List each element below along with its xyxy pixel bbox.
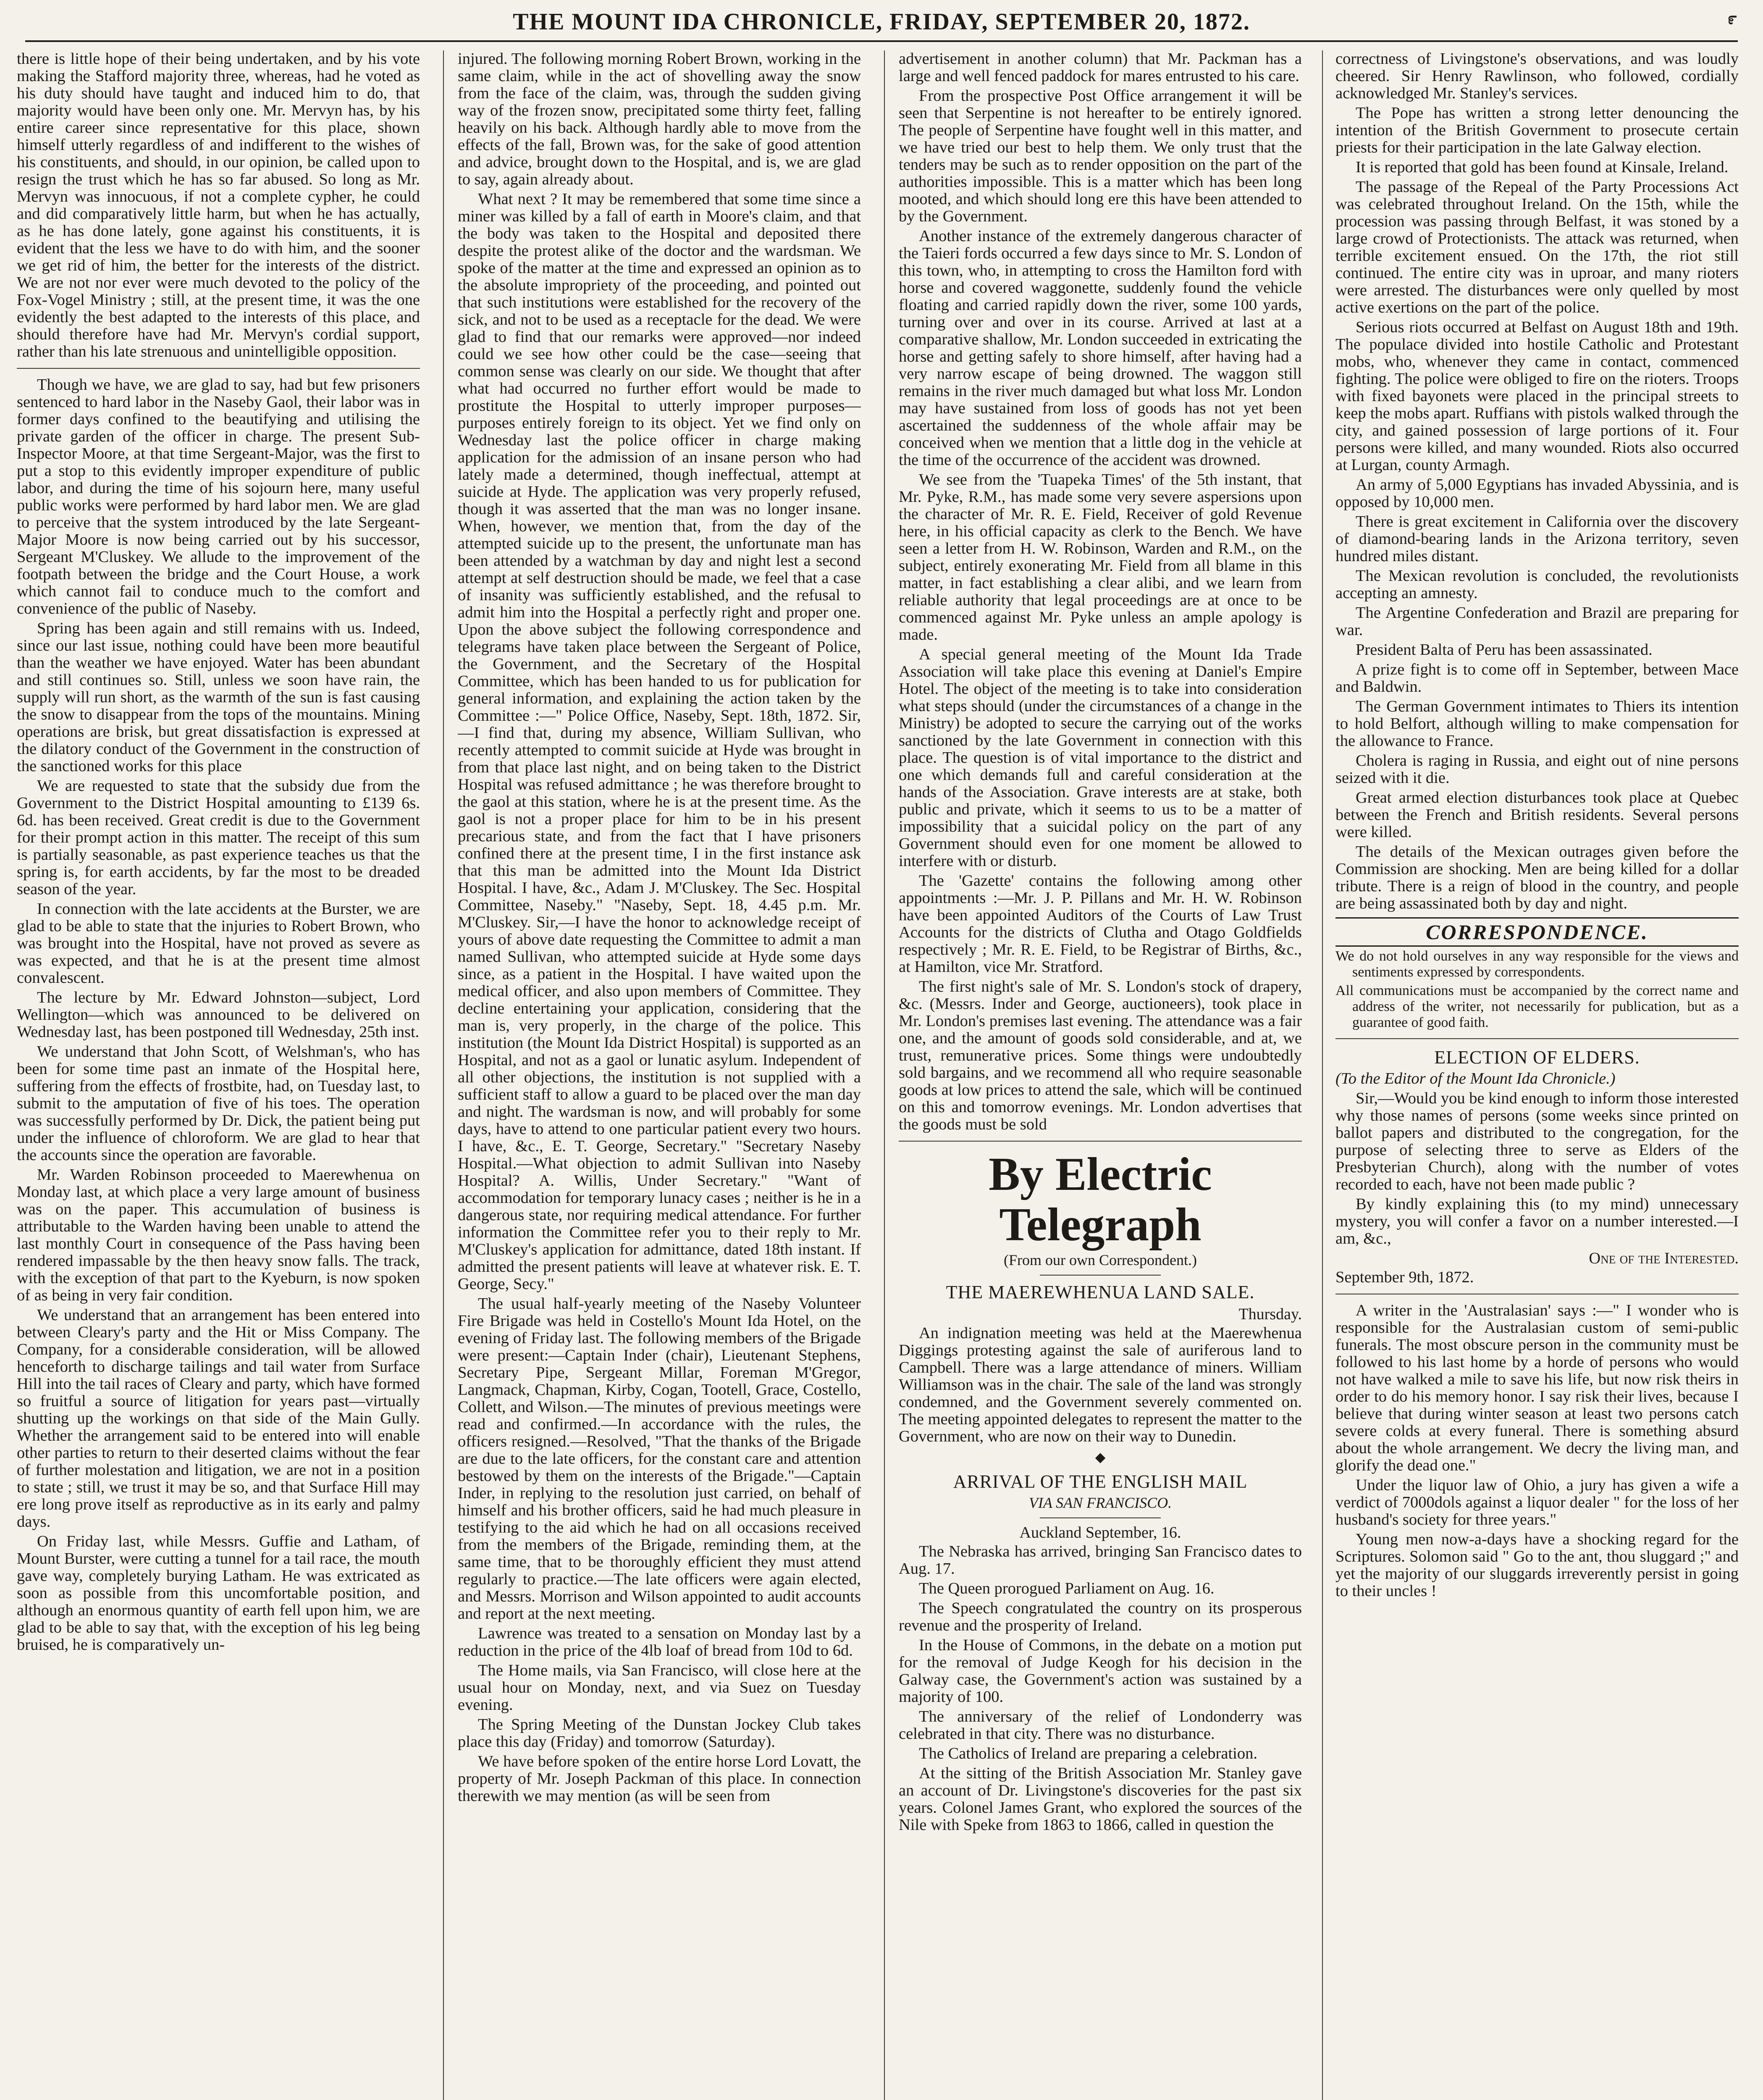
article-paragraph: Young men now-a-days have a shocking regard for the Scriptures. Solomon said " Go to the ant, thou sluggard ;" and yet the majority of our sluggards irreverently persist in going to their uncles ! <box>1335 1530 1739 1600</box>
article-paragraph: Under the liquor law of Ohio, a jury has given a wife a verdict of 7000dols against a liquor dealer " for the loss of her husband's society for three years." <box>1335 1476 1739 1528</box>
article-paragraph: The 'Gazette' contains the following among other appointments :—Mr. J. P. Pillans and Mr. H. W. Robinson have been appointed Auditors of the Courts of Law Trust Accounts for the districts of Clutha and Otago Goldfields respectively ; Mr. R. E. Field, to be Registrar of Births, &c., at Hamilton, vice Mr. Stratford. <box>899 872 1302 976</box>
article-paragraph: Mr. Warden Robinson proceeded to Maerewhenua on Monday last, at which place a very large amount of business was on the paper. This accumulation of business is attributable to the Warden having been unable to attend the last monthly Court in consequence of the Pass having been rendered impassable by the then heavy snow falls. The track, with the exception of that part to the Kyeburn, is now spoken of as being in very fair condition. <box>17 1166 420 1304</box>
column-divider <box>884 50 885 2100</box>
editorial-notice: We do not hold ourselves in any way responsible for the views and sentiments expressed by correspondents. <box>1335 948 1739 980</box>
letter-addressee: (To the Editor of the Mount Ida Chronicle.) <box>1335 1070 1616 1087</box>
article-paragraph: The usual half-yearly meeting of the Naseby Volunteer Fire Brigade was held in Costello's Mount Ida Hotel, on the evening of Friday last. The following members of the Brigade were present:—Captain Inder (chair), Lieutenant Stephens, Secretary Pipe, Sergeant Millar, Foreman M'Gregor, Langmack, Chapman, Kirby, Cogan, Tootell, Grace, Costello, Collett, and Wilson.—The minutes of previous meetings were read and confirmed.—In accordance with the rules, the officers resigned.—Resolved, "That the thanks of the Brigade are due to the late officers, for the constant care and attention bestowed by them on the interests of the Brigade."—Captain Inder, in replying to the resolution just carried, on behalf of himself and his brother officers, said he had much pleasure in testifying to the aid which he had on all occasions received from the members of the Brigade, reminding them, at the same time, that to be thoroughly efficient they must attend regularly to practice.—The late officers were again elected, and Messrs. Morrison and Wilson appointed to audit accounts and report at the next meeting. <box>458 1295 861 1622</box>
article-paragraph: The Catholics of Ireland are preparing a celebration. <box>919 1745 1257 1762</box>
mail-subheadline: VIA SAN FRANCISCO. <box>1028 1494 1172 1511</box>
article-paragraph: We have before spoken of the entire horse Lord Lovatt, the property of Mr. Joseph Packman of this place. In connection therewith we may mention (as will be seen from <box>458 1753 861 1805</box>
article-paragraph: injured. The following morning Robert Brown, working in the same claim, while in the act of shovelling away the snow from the face of the claim, was, through the sudden giving way of the frozen snow, precipitated some thirty feet, falling heavily on his back. Although hardly able to move from the effects of the fall, Brown was, for the sake of good attention and advice, brought down to the Hospital, and is, we are glad to say, again already about. <box>458 50 861 188</box>
article-paragraph: The first night's sale of Mr. S. London's stock of drapery, &c. (Messrs. Inder and George, auctioneers), took place in Mr. London's premises last evening. The attendance was a fair one, and the amount of goods sold considerable, and at, we trust, remunerative prices. Some things were undoubtedly sold bargains, and we recommend all who require seasonable goods at low prices to attend the sale, which will be continued on this and tomorrow evenings. Mr. London advertises that the goods must be sold <box>899 978 1302 1133</box>
article-paragraph: The details of the Mexican outrages given before the Commission are shocking. Men are being killed for a dollar tribute. There is a reign of blood in the country, and people are being assassinated both by day and night. <box>1335 843 1739 912</box>
article-paragraph: President Balta of Peru has been assassinated. <box>1356 641 1653 659</box>
article-paragraph: The Queen prorogued Parliament on Aug. 16. <box>919 1580 1215 1597</box>
masthead-rule <box>25 40 1738 42</box>
article-paragraph: There is great excitement in California over the discovery of diamond-bearing lands in the Arizona territory, seven hundred miles distant. <box>1335 513 1739 565</box>
article-paragraph: The Nebraska has arrived, bringing San Francisco dates to Aug. 17. <box>899 1543 1302 1578</box>
article-paragraph: At the sitting of the British Association Mr. Stanley gave an account of Dr. Livingstone's discoveries for the past six years. Colonel James Grant, who explored the sources of the Nile with Speke from 1863 to 1866, called in question the <box>899 1764 1302 1834</box>
mail-headline: ARRIVAL OF THE ENGLISH MAIL <box>953 1471 1248 1492</box>
article-paragraph: What next ? It may be remembered that some time since a miner was killed by a fall of earth in Moore's claim, and that the body was taken to the Hospital and deposited there despite the protest alike of the doctor and the wardsman. We spoke of the matter at the time and expressed an opinion as to the absolute impropriety of the proceeding, and pointed out that such institutions were established for the recovery of the sick, and not to be used as a receptacle for the dead. We were glad to find that our remarks were approved—nor indeed could we see how other could be the case—seeing that common sense was clearly on our side. We thought that after what had occurred no further effort would be made to prostitute the Hospital to utterly improper purposes—purposes entirely foreign to its object. Yet we find only on Wednesday last the police officer in charge making application for the admission of an insane person who had lately made a determined, though ineffectual, attempt at suicide at Hyde. The application was very properly refused, though it was asserted that the man was no longer insane. When, however, we mention that, from the day of the attempted suicide up to the present, the unfortunate man has been attended by a watchman by day and night lest a second attempt at self destruction should be made, we feel that a case of insanity was sufficiently established, and the refusal to admit him into the Hospital a perfectly right and proper one. Upon the above subject the following correspondence and telegrams have taken place between the Sergeant of Police, the Government, and the Secretary of the Hospital Committee, which has been handed to us for publication for general information, and explaining the action taken by the Committee :—" Police Office, Naseby, Sept. 18th, 1872. Sir,—I find that, during my absence, William Sullivan, who recently attempted to commit suicide at Hyde was brought in from that place last night, and on being taken to the District Hospital was refused admittance ; he was therefore brought to the gaol at this station, where he is at the present time. As the gaol is not a proper place for him to be in his present precarious state, and from the fact that I have prisoners confined there at the present time, I in the first instance ask that this man be admitted into the Mount Ida District Hospital. I have, &c., Adam J. M'Cluskey. The Sec. Hospital Committee, Naseby." "Naseby, Sept. 18, 4.45 p.m. Mr. M'Cluskey. Sir,—I have the honor to acknowledge receipt of yours of above date requesting the Committee to admit a man named Sullivan, who attempted suicide at Hyde some days since, as a patient in the Hospital. I have waited upon the medical officer, and also upon members of Committee. They decline entertaining your application, considering that the man is, very properly, in the charge of the police. This institution (the Mount Ida District Hospital) is supported as an Hospital, and not as a gaol or lunatic asylum. Independent of all other objections, the institution is not supplied with a sufficient staff to allow a guard to be placed over the man day and night. The wardsman is now, and will probably for some days, have to attend to one particular patient every two hours. I have, &c., E. T. George, Secretary." "Secretary Naseby Hospital.—What objection to admit Sullivan into Naseby Hospital? A. Willis, Under Secretary." "Want of accommodation for temporary lunacy cases ; neither is he in a dangerous state, nor requiring medical attendance. For further information the Committee refer you to their reply to Mr. M'Cluskey's application for admittance, dated 18th instant. If admitted the present patients will leave at whatever risk. E. T. George, Secy." <box>458 190 861 1293</box>
correspondence-heading: CORRESPONDENCE. <box>1335 917 1739 947</box>
article-paragraph: Cholera is raging in Russia, and eight out of nine persons seized with it die. <box>1335 752 1739 787</box>
article-paragraph: From the prospective Post Office arrangement it will be seen that Serpentine is not hereafter to be entirely ignored. The people of Serpentine have fought well in this matter, and we have tried our best to help them. We only trust that the tenders may be such as to render opposition on the part of the authorities impossible. This is a matter which has been long mooted, and which should long ere this have been attended to by the Government. <box>899 87 1302 225</box>
column-2 <box>458 50 861 2100</box>
article-paragraph: We understand that John Scott, of Welshman's, who has been for some time past an inmate of the Hospital here, suffering from the effects of frostbite, had, on Tuesday last, to submit to the amputation of five of his toes. The operation was successfully performed by Dr. Dick, the patient being put under the influence of chloroform. We are glad to hear that the accounts since the operation are favorable. <box>17 1043 420 1164</box>
column-3 <box>899 50 1302 2100</box>
article-paragraph: Another instance of the extremely dangerous character of the Taieri fords occurred a few days since to Mr. S. London of this town, who, in attempting to cross the Hamilton ford with horse and covered waggonette, suddenly found the vehicle floating and carried rapidly down the river, some 100 yards, turning over and over in its course. Arrived at last at a comparative shallow, Mr. London succeeded in extricating the horse and getting safely to shore himself, after having had a very narrow escape of being drowned. The waggon still remains in the river much damaged but what loss Mr. London may have sustained from loss of goods has not yet been ascertained the suddenness of the whole affair may be conceived when we mention that a little dog in the vehicle at the time of the occurrence of the accident was drowned. <box>899 227 1302 469</box>
article-paragraph: In connection with the late accidents at the Burster, we are glad to be able to state that the injuries to Robert Brown, who was brought into the Hospital, have not proved as severe as was expected, and that he is at the present time almost convalescent. <box>17 900 420 987</box>
article-paragraph: An army of 5,000 Egyptians has invaded Abyssinia, and is opposed by 10,000 men. <box>1335 476 1739 511</box>
article-paragraph: A special general meeting of the Mount Ida Trade Association will take place this evening at Daniel's Empire Hotel. The object of the meeting is to take into consideration what steps should (under the circumstances of a change in the Ministry) be adopted to secure the carrying out of the works sanctioned by the late Government in connection with this place. The question is of vital importance to the district and one which demands full and careful consideration at the hands of the Association. Grave interests are at stake, both public and private, which it seems to us to be a matter of impossibility that a suicidal policy on the part of any Government should even for one moment be allowed to interfere with or disturb. <box>899 646 1302 870</box>
article-paragraph: A writer in the 'Australasian' says :—" I wonder who is responsible for the Australasian custom of semi-public funerals. The most obscure person in the community must be followed to his last home by a horde of persons who would not have walked a mile to save his life, but now risk theirs in order to do his memory honor. I say risk their lives, because I believe that during winter season at least two persons catch severe colds at every funeral. There is something absurd about the whole arrangement. We decry the living man, and glorify the dead one." <box>1335 1302 1739 1474</box>
article-paragraph: Though we have, we are glad to say, had but few prisoners sentenced to hard labor in the Naseby Gaol, their labor was in former days confined to the beautifying and utilising the private garden of the officer in charge. The present Sub-Inspector Moore, at that time Sergeant-Major, was the first to put a stop to this evidently improper expenditure of public labor, and during the time of his sojourn here, many useful public works were performed by hard labor men. We are glad to perceive that the system introduced by the late Sergeant-Major Moore is now being carried out by his successor, Sergeant M'Cluskey. We allude to the improvement of the footpath between the bridge and the Court House, a work which cannot fail to conduce much to the comfort and convenience of the public of Naseby. <box>17 376 420 617</box>
letter-headline: ELECTION OF ELDERS. <box>1434 1047 1640 1068</box>
article-paragraph: The German Government intimates to Thiers its intention to hold Belfort, although willing to make compensation for the allowance to France. <box>1335 698 1739 750</box>
article-paragraph: The Argentine Confederation and Brazil are preparing for war. <box>1335 604 1739 639</box>
article-paragraph: An indignation meeting was held at the Maerewhenua Diggings protesting against the sale of auriferous land to Campbell. There was a large attendance of miners. William Williamson was in the chair. The sale of the land was strongly condemned, and the Government severely commented on. The meeting appointed delegates to represent the matter to the Government, who are now on their way to Dunedin. <box>899 1324 1302 1445</box>
letter-signature: One of the Interested. <box>1589 1250 1739 1267</box>
article-paragraph: Spring has been again and still remains with us. Indeed, since our last issue, nothing could have been more beautiful than the weather we have enjoyed. Water has been abundant and still continues so. Still, unless we soon have rain, the supply will run short, as the warmth of the sun is fast causing the snow to disappear from the tops of the mountains. Mining operations are brisk, but great dissatisfaction is expressed at the dilatory conduct of the Government in the construction of the sanctioned works for this place <box>17 620 420 775</box>
article-paragraph: The Speech congratulated the country on its prosperous revenue and the prosperity of Ireland. <box>899 1599 1302 1634</box>
article-paragraph: A prize fight is to come off in September, between Mace and Baldwin. <box>1335 661 1739 696</box>
article-paragraph: We are requested to state that the subsidy due from the Government to the District Hospital amounting to £139 6s. 6d. has been received. Great credit is due to the Government for their prompt action in this matter. The receipt of this sum is partially seasonable, as past experience teaches us that the spring is, for earth accidents, by far the most to be dreaded season of the year. <box>17 777 420 898</box>
mail-dateline: Auckland September, 16. <box>1019 1524 1181 1541</box>
section-divider <box>1040 1517 1161 1518</box>
article-paragraph: The Home mails, via San Francisco, will close here at the usual hour on Monday, next, and via Suez on Tuesday evening. <box>458 1662 861 1714</box>
column-divider <box>1322 50 1323 2100</box>
article-paragraph: there is little hope of their being undertaken, and by his vote making the Stafford majority three, whereas, had he voted as his duty should have taught and induced him to do, that majority would have been only one. Mr. Mervyn has, by his entire career since representative for this place, shown himself utterly regardless of and indifferent to the wishes of his constituents, and should, in our opinion, be called upon to resign the trust which he has so far abused. So long as Mr. Mervyn was innocuous, if not a complete cypher, he could and did comparatively little harm, but when he has actually, as he has done lately, gone against his constituents, it is evident that the less we have to do with him, and the sooner we get rid of him, the better for the interests of the district. We are not nor ever were much devoted to the policy of the Fox-Vogel Ministry ; still, at the present time, it was the one evidently the best adapted to the interests of this place, and should therefore have had Mr. Mervyn's cordial support, rather than his late strenuous and unintelligible opposition. <box>17 50 420 360</box>
section-divider <box>1040 1275 1161 1276</box>
article-paragraph: Lawrence was treated to a sensation on Monday last by a reduction in the price of the 4lb loaf of bread from 10d to 6d. <box>458 1625 861 1659</box>
article-paragraph: We understand that an arrangement has been entered into between Cleary's party and the Hit or Miss Company. The Company, for a considerable consideration, will be allowed henceforth to discharge tailings and tail water from Surface Hill into the tail races of Cleary and party, which have formed so fruitful a source of litigation for years past—virtually shutting up the workings on that side of the Main Gully. Whether the arrangement said to be entered into will enable other parties to return to their deserted claims without the fear of further molestation and litigation, we are not in a position to state ; still, we trust it may be so, and that Surface Hill may ere long prove itself as reproductive as in its early and palmy days. <box>17 1306 420 1530</box>
column-4 <box>1335 50 1739 2100</box>
article-paragraph: The Mexican revolution is concluded, the revolutionists accepting an amnesty. <box>1335 567 1739 602</box>
article-paragraph: correctness of Livingstone's observations, and was loudly cheered. Sir Henry Rawlinson, who followed, cordially acknowledged Mr. Stanley's services. <box>1335 50 1739 102</box>
letter-date: September 9th, 1872. <box>1335 1268 1474 1286</box>
masthead <box>25 8 1738 38</box>
article-paragraph: On Friday last, while Messrs. Guffie and Latham, of Mount Burster, were cutting a tunnel for a tail race, the mouth gave way, completely burying Latham. He was extricated as soon as possible from this uncomfortable position, and although an enormous quantity of earth fell upon him, we are glad to be able to say that, with the exception of his leg being bruised, he is comparatively un- <box>17 1533 420 1654</box>
article-paragraph: The Spring Meeting of the Dunstan Jockey Club takes place this day (Friday) and tomorrow (Saturday). <box>458 1716 861 1751</box>
section-divider <box>1335 1038 1739 1039</box>
article-paragraph: We see from the 'Tuapeka Times' of the 5th instant, that Mr. Pyke, R.M., has made some very severe aspersions upon the character of Mr. R. E. Field, Receiver of gold Revenue here, in his official capacity as clerk to the Bench. We have seen a letter from H. W. Robinson, Warden and R.M., on the subject, entirely exonerating Mr. Field from all blame in this matter, in fact establishing a clear alibi, and we learn from reliable authority that legal proceedings are at once to be commenced against Mr. Pyke unless an ample apology is made. <box>899 471 1302 643</box>
article-paragraph: In the House of Commons, in the debate on a motion put for the removal of Judge Keogh for his decision in the Galway case, the Government's action was sustained by a majority of 100. <box>899 1636 1302 1706</box>
article-paragraph: Serious riots occurred at Belfast on August 18th and 19th. The populace divided into hostile Catholic and Protestant mobs, who, whenever they came in contact, commenced fighting. The police were obliged to fire on the rioters. Troops with fixed bayonets were placed in the principal streets to keep the mobs apart. Ruffians with pistols walked through the city, and gained possession of large portions of it. Four persons were killed, and many wounded. Riots also occurred at Lurgan, county Armagh. <box>1335 318 1739 474</box>
column-1 <box>17 50 420 2100</box>
letter-paragraph: By kindly explaining this (to my mind) unnecessary mystery, you will confer a favor on a number interested.—I am, &c., <box>1335 1195 1739 1247</box>
letter-paragraph: Sir,—Would you be kind enough to inform those interested why those names of persons (some weeks since printed on ballot papers and distributed to the congregation, for the purpose of selecting three to serve as Elders of the Presbyterian Church), along with the number of votes recorded to each, have not been made public ? <box>1335 1089 1739 1193</box>
editorial-notice: All communications must be accompanied by the correct name and address of the writer, not necessarily for publication, but as a guarantee of good faith. <box>1335 983 1739 1030</box>
section-divider <box>899 1141 1302 1142</box>
column-divider <box>443 50 444 2100</box>
article-paragraph: Great armed election disturbances took place at Quebec between the French and British residents. Several persons were killed. <box>1335 789 1739 841</box>
article-paragraph: It is reported that gold has been found at Kinsale, Ireland. <box>1356 158 1729 176</box>
telegraph-subhead: (From our own Correspondent.) <box>1004 1252 1197 1268</box>
ornament-divider: ◆ <box>1095 1449 1106 1465</box>
article-paragraph: The passage of the Repeal of the Party Processions Act was celebrated throughout Ireland. On the 15th, while the procession was passing through Belfast, it was stoned by a large crowd of Protectionists. The attack was returned, when terrible excitement ensued. On the 17th, the riot still continued. The entire city was in uproar, and many rioters were arrested. The disturbances were only quelled by most active exertions on the part of the police. <box>1335 178 1739 316</box>
telegraph-banner: By Electric Telegraph <box>989 1148 1212 1251</box>
land-sale-dateline: Thursday. <box>1238 1305 1302 1323</box>
article-paragraph: advertisement in another column) that Mr. Packman has a large and well fenced paddock for mares entrusted to his care. <box>899 50 1302 85</box>
article-paragraph: The Pope has written a strong letter denouncing the intention of the British Government to prosecute certain priests for their participation in the late Galway election. <box>1335 104 1739 156</box>
land-sale-headline: THE MAEREWHENUA LAND SALE. <box>946 1282 1255 1302</box>
section-divider <box>17 368 420 369</box>
article-paragraph: The lecture by Mr. Edward Johnston—subject, Lord Wellington—which was announced to be delivered on Wednesday last, has been postponed till Wednesday, 25th inst. <box>17 989 420 1041</box>
page-mark: ೯ <box>1727 9 1738 28</box>
masthead-title: THE MOUNT IDA CHRONICLE, FRIDAY, SEPTEMBER 20, 1872. <box>513 9 1250 35</box>
article-paragraph: The anniversary of the relief of Londonderry was celebrated in that city. There was no disturbance. <box>899 1708 1302 1743</box>
